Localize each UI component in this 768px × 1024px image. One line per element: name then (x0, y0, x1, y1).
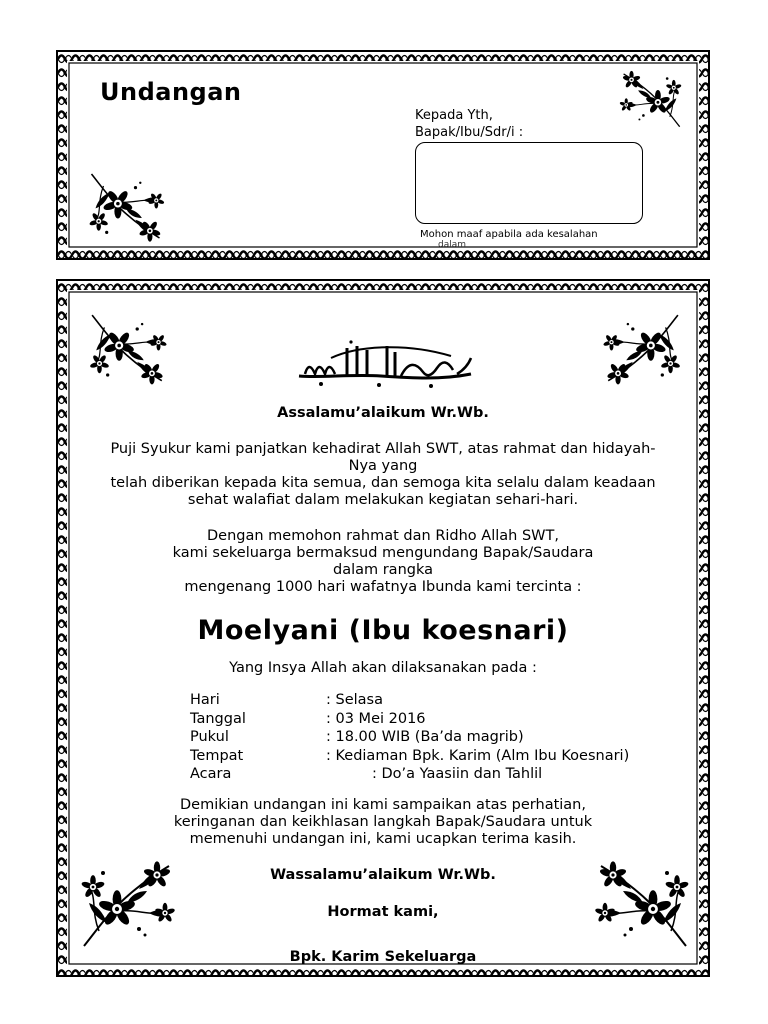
flower-ornament-icon (74, 851, 184, 951)
signature-line: Bpk. Karim Sekeluarga (289, 949, 477, 965)
apology-note-continued: dalam (438, 240, 467, 250)
paragraph-2-line-2: kami sekeluarga bermaksud mengundang Bapak/Saudara (172, 545, 594, 561)
farewell-greeting: Wassalamu’alaikum Wr.Wb. (270, 867, 496, 883)
recipient-line-2: Bapak/Ibu/Sdr/i : (415, 125, 524, 140)
flower-ornament-icon (604, 64, 696, 130)
recipient-label (415, 107, 523, 141)
detail-label-day: Hari (190, 692, 220, 708)
detail-label-place: Tempat (190, 747, 244, 764)
flower-ornament-icon (74, 311, 184, 393)
paragraph-1-line-1: Puji Syukur kami panjatkan kehadirat Allah SWT, atas rahmat dan hidayah- (110, 441, 656, 457)
closing-line-3: memenuhi undangan ini, kami ucapkan terima kasih. (189, 831, 577, 847)
paragraph-2-line-1: Dengan memohon rahmat dan Ridho Allah SWT, (207, 528, 559, 544)
detail-value-day: : Selasa (326, 692, 383, 708)
closing-line-1: Demikian undangan ini kami sampaikan atas perhatian, (180, 797, 586, 813)
detail-label-event: Acara (190, 766, 232, 782)
envelope-title: Undangan (100, 78, 242, 106)
flower-ornament-icon (80, 170, 175, 250)
apology-note: Mohon maaf apabila ada kesalahan (420, 229, 598, 240)
paragraph-1-line-2: Nya yang (348, 458, 418, 474)
detail-value-place: : Kediaman Bpk. Karim (Alm Ibu Koesnari) (326, 747, 630, 764)
detail-value-time: : 18.00 WIB (Ba’da magrib) (326, 729, 524, 745)
invitation-card (56, 279, 710, 977)
detail-value-event: : Do’a Yaasiin dan Tahlil (372, 766, 543, 782)
paragraph-2-line-3: dalam rangka (332, 562, 433, 578)
envelope-card (56, 50, 710, 260)
paragraph-2-line-4: mengenang 1000 hari wafatnya Ibunda kami tercinta : (184, 579, 582, 595)
flower-ornament-icon (586, 851, 696, 951)
detail-value-date: : 03 Mei 2016 (326, 710, 426, 727)
deceased-name: Moelyani (Ibu koesnari) (197, 615, 569, 646)
detail-label-time: Pukul (190, 729, 229, 745)
basmalah-calligraphy-icon (291, 336, 478, 391)
recipient-line-1: Kepada Yth, (415, 108, 493, 123)
address-box (415, 142, 643, 224)
paragraph-1-line-4: sehat walafiat dalam melakukan kegiatan sehari-hari. (187, 492, 579, 508)
detail-label-date: Tanggal (190, 710, 246, 727)
event-intro: Yang Insya Allah akan dilaksanakan pada : (229, 660, 537, 676)
regards-line: Hormat kami, (327, 904, 439, 920)
paragraph-1-line-3: telah diberikan kepada kita semua, dan semoga kita selalu dalam keadaan (110, 475, 656, 491)
flower-ornament-icon (586, 311, 696, 393)
closing-line-2: keringanan dan keikhlasan langkah Bapak/Saudara untuk (173, 814, 593, 830)
opening-greeting: Assalamu’alaikum Wr.Wb. (277, 405, 489, 421)
